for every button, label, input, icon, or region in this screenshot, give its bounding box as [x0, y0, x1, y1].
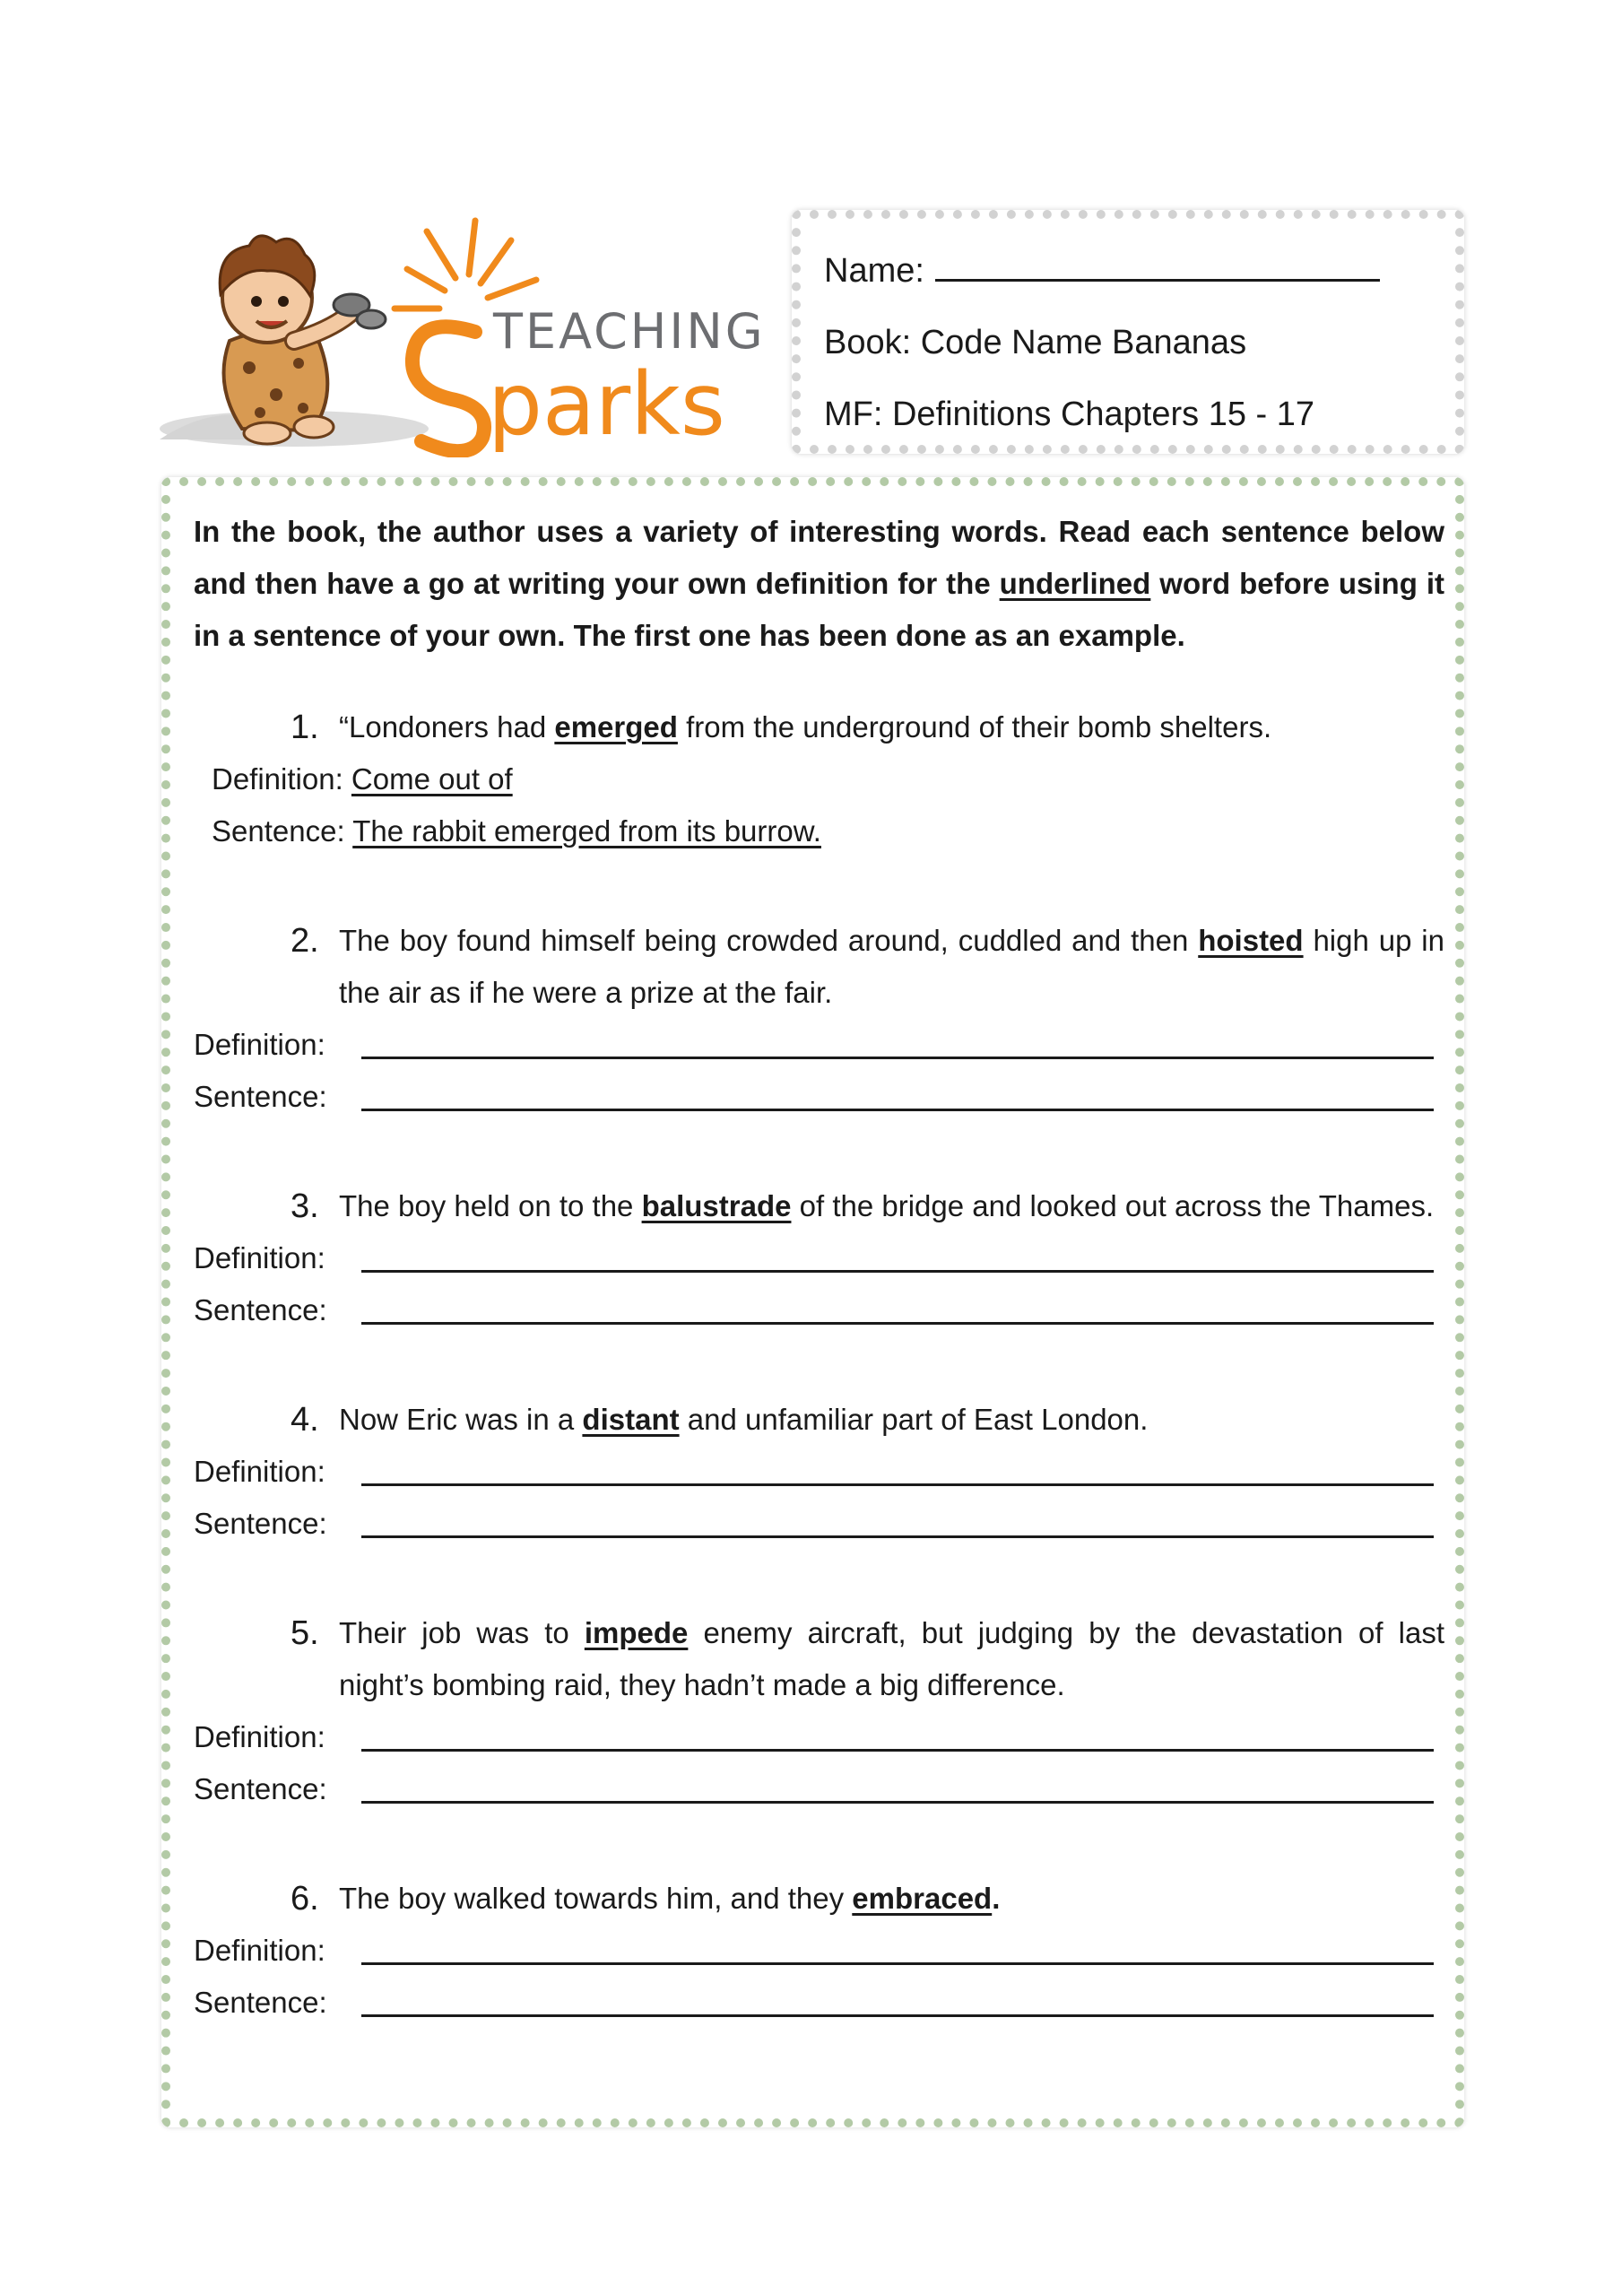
definition-answer-line[interactable]: [361, 1483, 1434, 1486]
definition-answer-line[interactable]: [361, 1749, 1434, 1752]
logo-teaching-text: TEACHING: [493, 303, 766, 360]
sentence-label: Sentence:: [194, 1293, 327, 1326]
definitions-box: [161, 477, 1464, 2127]
definition-answer-line[interactable]: [361, 1270, 1434, 1273]
keyword: emerged: [554, 710, 678, 744]
example-sentence-row: [212, 805, 821, 857]
sentence-label: Sentence:: [212, 814, 345, 848]
sentence-row: [194, 1763, 1444, 1815]
example-sentence-answer: The rabbit emerged from its burrow.: [352, 814, 821, 848]
sentence-answer-line[interactable]: [361, 1535, 1434, 1538]
keyword: hoisted: [1198, 924, 1304, 957]
instructions-text: [194, 506, 1444, 662]
definition-row: [194, 1925, 1444, 1977]
sentence-answer-line[interactable]: [361, 2014, 1434, 2017]
sentence-answer-line[interactable]: [361, 1322, 1434, 1325]
definition-label: Definition:: [212, 762, 343, 796]
caveman-boy-icon: [220, 236, 386, 444]
sentence-row: [194, 1977, 1444, 2029]
definition-row: [194, 1019, 1444, 1071]
question-sentence: Now Eric was in a distant and unfamiliar part of East London.: [339, 1403, 1149, 1436]
question-sentence: Their job was to impede enemy aircraft, but judging by the devastation of last night’s bombing raid, they hadn’t made a big difference.: [339, 1616, 1445, 1701]
definition-row: [194, 1446, 1444, 1498]
instructions-part2: word before using it in a sentence of your own. The first one has been done as an example.: [194, 567, 1444, 652]
name-label: Name:: [824, 252, 924, 290]
definition-row: [194, 1232, 1444, 1284]
keyword: embraced: [852, 1882, 993, 1915]
book-line: Book: Code Name Bananas: [824, 324, 1247, 361]
sentence-label: Sentence:: [194, 1772, 327, 1805]
definition-label: Definition:: [194, 1028, 325, 1061]
question-sentence: The boy found himself being crowded around, cuddled and then hoisted high up in the air as if he were a prize at the fair.: [339, 924, 1444, 1009]
definition-answer-line[interactable]: [361, 1057, 1434, 1059]
question-sentence: The boy held on to the balustrade of the bridge and looked out across the Thames.: [339, 1189, 1435, 1222]
sentence-label: Sentence:: [194, 1507, 327, 1540]
question-number: 5.: [291, 1614, 319, 1652]
question-number: 6.: [291, 1880, 319, 1918]
definition-answer-line[interactable]: [361, 1962, 1434, 1965]
sentence-label: Sentence:: [194, 1080, 327, 1113]
question-sentence: The boy walked towards him, and they embraced.: [339, 1882, 1001, 1915]
definition-label: Definition:: [194, 1241, 325, 1274]
sentence-row: [194, 1284, 1444, 1336]
keyword: balustrade: [641, 1189, 792, 1222]
sentence-answer-line[interactable]: [361, 1109, 1434, 1111]
question-sentence: “Londoners had emerged from the underground of their bomb shelters.: [339, 710, 1272, 744]
sentence-row: [194, 1071, 1444, 1123]
student-info-box: [792, 210, 1464, 454]
sentence-label: Sentence:: [194, 1986, 327, 2019]
instructions-part1: In the book, the author uses a variety of interesting words. Read each sentence below and then have a go at writing your own definition for the: [194, 515, 1444, 600]
definition-label: Definition:: [194, 1934, 325, 1967]
sentence-row: [194, 1498, 1444, 1550]
example-definition-answer: Come out of: [351, 762, 513, 796]
spark-rays-icon: [395, 221, 536, 309]
definition-row: [194, 1711, 1444, 1763]
name-field[interactable]: [935, 245, 1380, 282]
question-number: 2.: [291, 922, 319, 960]
mf-line: MF: Definitions Chapters 15 - 17: [824, 396, 1315, 433]
instructions-underlined-word: underlined: [999, 567, 1151, 600]
question-number: 4.: [291, 1401, 319, 1439]
definition-label: Definition:: [194, 1720, 325, 1753]
definition-label: Definition:: [194, 1455, 325, 1488]
teaching-sparks-logo: [160, 215, 769, 457]
question-number: 1.: [291, 709, 319, 746]
sentence-answer-line[interactable]: [361, 1801, 1434, 1804]
keyword: impede: [584, 1616, 689, 1649]
keyword: distant: [582, 1403, 680, 1436]
example-definition-row: [212, 753, 513, 805]
logo-parks-text: parks: [488, 354, 725, 455]
logo-graphic: [160, 215, 769, 457]
name-line: [824, 235, 1432, 307]
question-number: 3.: [291, 1187, 319, 1225]
